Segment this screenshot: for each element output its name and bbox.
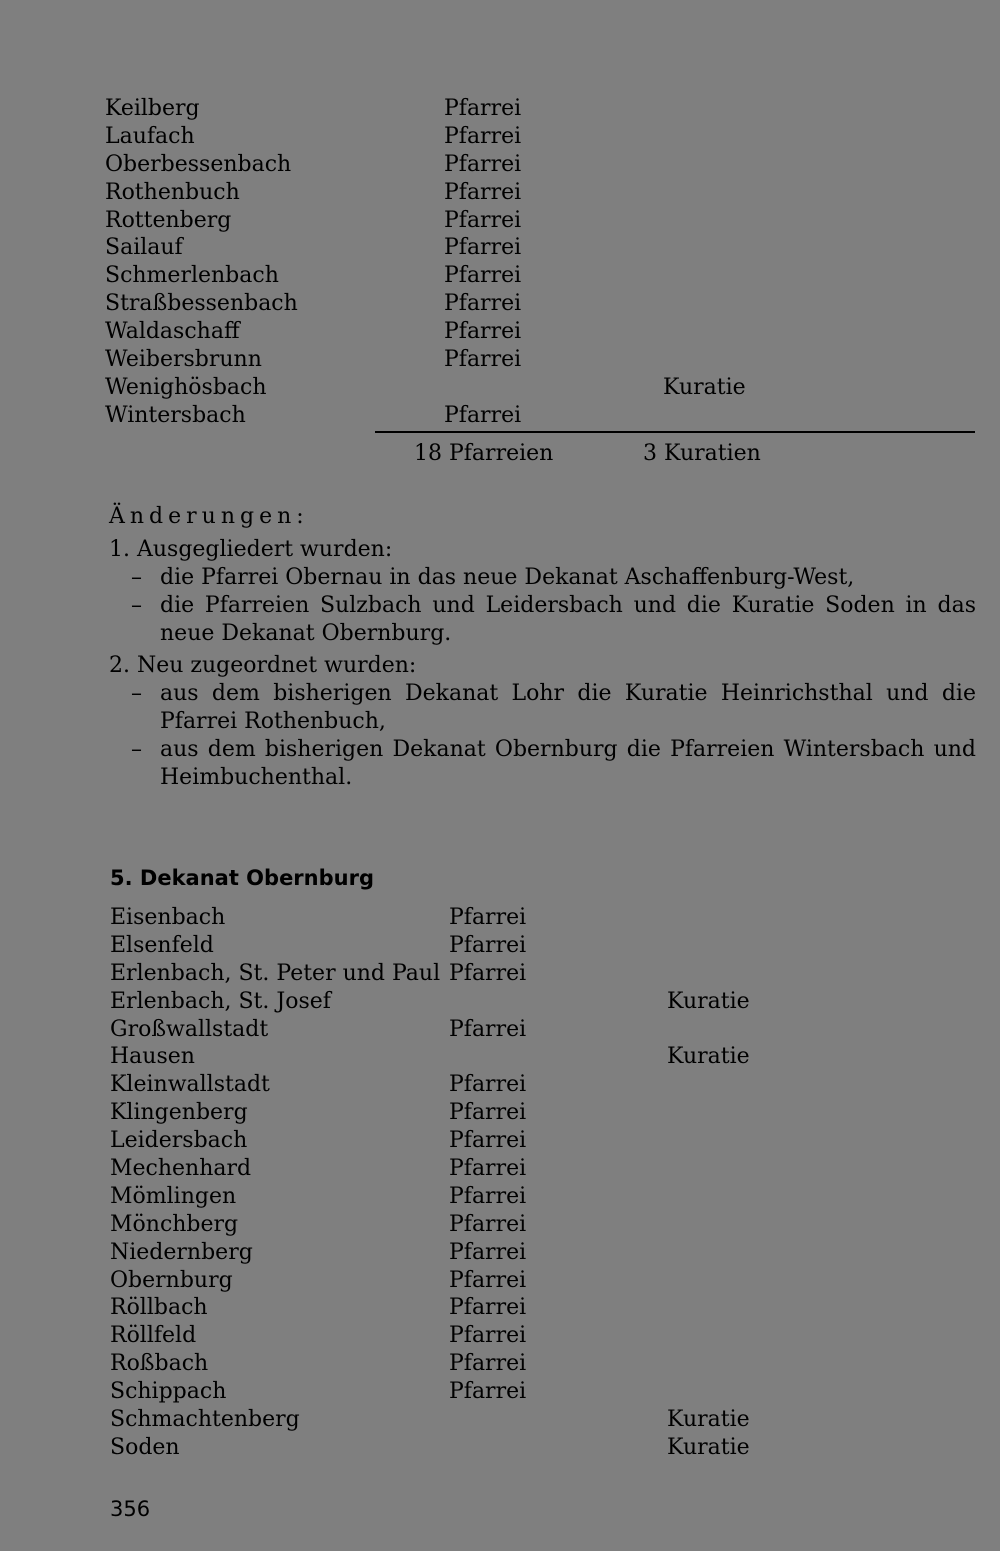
table-row <box>0 95 1000 123</box>
place-name: Sailauf <box>105 235 183 261</box>
place-name: Kleinwallstadt <box>110 1072 270 1098</box>
change-item: aus dem bisherigen Dekanat Lohr die Kuratie Heinrichsthal und die Pfarrei Rothenbuch, <box>160 681 976 735</box>
place-name: Obernburg <box>110 1267 233 1293</box>
table-row <box>0 1322 1000 1350</box>
dash-bullet: – <box>131 593 142 618</box>
change-point-2-label: 2. Neu zugeordnet wurden: <box>109 653 417 678</box>
total-pfarreien: 18 Pfarreien <box>414 441 554 466</box>
place-name: Weibersbrunn <box>105 347 262 373</box>
table-row <box>0 123 1000 151</box>
pfarrei-cell: Pfarrei <box>444 207 522 233</box>
place-name: Waldaschaff <box>105 319 240 345</box>
place-name: Klingenberg <box>110 1100 248 1126</box>
table-row <box>0 988 1000 1016</box>
change-item: aus dem bisherigen Dekanat Obernburg die Pfarreien Wintersbach und Heimbuchenthal. <box>160 737 976 791</box>
pfarrei-cell: Pfarrei <box>444 151 522 177</box>
table-row <box>0 1434 1000 1462</box>
place-name: Wintersbach <box>105 402 246 428</box>
pfarrei-cell: Pfarrei <box>444 319 522 345</box>
change-item: die Pfarrei Obernau in das neue Dekanat Aschaffenburg-West, <box>160 565 855 590</box>
pfarrei-cell: Pfarrei <box>449 960 527 986</box>
table-row <box>0 179 1000 207</box>
place-name: Erlenbach, St. Josef <box>110 988 331 1014</box>
sum-divider-line <box>375 431 975 433</box>
table-row <box>0 1294 1000 1322</box>
table-row <box>0 374 1000 402</box>
place-name: Schmachtenberg <box>110 1407 300 1433</box>
table-row <box>0 1267 1000 1295</box>
place-name: Röllbach <box>110 1295 208 1321</box>
parish-table-previous <box>0 95 1000 430</box>
place-name: Rothenbuch <box>105 179 240 205</box>
place-name: Mönchberg <box>110 1211 239 1237</box>
parish-table-obernburg <box>0 904 1000 1462</box>
place-name: Oberbessenbach <box>105 151 292 177</box>
table-row <box>0 318 1000 346</box>
table-row <box>0 1406 1000 1434</box>
place-name: Schippach <box>110 1379 227 1405</box>
pfarrei-cell: Pfarrei <box>444 291 522 317</box>
pfarrei-cell: Pfarrei <box>444 263 522 289</box>
pfarrei-cell: Pfarrei <box>444 235 522 261</box>
table-row <box>0 1099 1000 1127</box>
table-row <box>0 1155 1000 1183</box>
place-name: Erlenbach, St. Peter und Paul <box>110 960 441 986</box>
place-name: Leidersbach <box>110 1128 248 1154</box>
total-kuratien: 3 Kuratien <box>643 441 761 466</box>
kuratie-cell: Kuratie <box>667 988 750 1014</box>
pfarrei-cell: Pfarrei <box>449 1016 527 1042</box>
pfarrei-cell: Pfarrei <box>449 1072 527 1098</box>
kuratie-cell: Kuratie <box>667 1407 750 1433</box>
section-title: 5. Dekanat Obernburg <box>110 866 374 890</box>
table-row <box>0 1350 1000 1378</box>
place-name: Großwallstadt <box>110 1016 269 1042</box>
pfarrei-cell: Pfarrei <box>449 1156 527 1182</box>
place-name: Schmerlenbach <box>105 263 279 289</box>
pfarrei-cell: Pfarrei <box>449 905 527 930</box>
pfarrei-cell: Pfarrei <box>449 1239 527 1265</box>
pfarrei-cell: Pfarrei <box>444 402 522 428</box>
pfarrei-cell: Pfarrei <box>449 1323 527 1349</box>
table-row <box>0 1071 1000 1099</box>
dash-bullet: – <box>131 737 142 762</box>
table-row <box>0 1378 1000 1406</box>
table-row <box>0 262 1000 290</box>
pfarrei-cell: Pfarrei <box>449 1295 527 1321</box>
pfarrei-cell: Pfarrei <box>449 1211 527 1237</box>
place-name: Hausen <box>110 1044 195 1070</box>
pfarrei-cell: Pfarrei <box>444 179 522 205</box>
pfarrei-cell: Pfarrei <box>449 1379 527 1405</box>
place-name: Mömlingen <box>110 1183 237 1209</box>
table-row <box>0 234 1000 262</box>
pfarrei-cell: Pfarrei <box>444 347 522 373</box>
change-item: die Pfarreien Sulzbach und Leidersbach und die Kuratie Soden in das neue Dekanat Obernburg. <box>160 593 976 647</box>
table-row <box>0 1183 1000 1211</box>
place-name: Niedernberg <box>110 1239 253 1265</box>
kuratie-cell: Kuratie <box>667 1044 750 1070</box>
place-name: Straßbessenbach <box>105 291 298 317</box>
table-row <box>0 1211 1000 1239</box>
place-name: Soden <box>110 1434 180 1460</box>
pfarrei-cell: Pfarrei <box>444 96 522 121</box>
table-row <box>0 1016 1000 1044</box>
table-row <box>0 402 1000 430</box>
place-name: Elsenfeld <box>110 932 214 958</box>
place-name: Wenighösbach <box>105 374 267 400</box>
change-point-1-label: 1. Ausgegliedert wurden: <box>109 537 393 562</box>
table-row <box>0 151 1000 179</box>
place-name: Mechenhard <box>110 1156 252 1182</box>
table-row <box>0 904 1000 932</box>
table-row <box>0 1127 1000 1155</box>
table-row <box>0 346 1000 374</box>
pfarrei-cell: Pfarrei <box>449 1267 527 1293</box>
pfarrei-cell: Pfarrei <box>449 1351 527 1377</box>
place-name: Röllfeld <box>110 1323 197 1349</box>
pfarrei-cell: Pfarrei <box>444 123 522 149</box>
place-name: Eisenbach <box>110 905 226 930</box>
table-row <box>0 960 1000 988</box>
changes-heading: Änderungen: <box>109 504 309 529</box>
table-row <box>0 1239 1000 1267</box>
table-row <box>0 207 1000 235</box>
dash-bullet: – <box>131 565 142 590</box>
kuratie-cell: Kuratie <box>663 374 746 400</box>
place-name: Keilberg <box>105 96 200 121</box>
pfarrei-cell: Pfarrei <box>449 932 527 958</box>
kuratie-cell: Kuratie <box>667 1434 750 1460</box>
table-row <box>0 1043 1000 1071</box>
pfarrei-cell: Pfarrei <box>449 1183 527 1209</box>
place-name: Rottenberg <box>105 207 232 233</box>
table-row <box>0 932 1000 960</box>
place-name: Roßbach <box>110 1351 209 1377</box>
table-row <box>0 290 1000 318</box>
place-name: Laufach <box>105 123 195 149</box>
pfarrei-cell: Pfarrei <box>449 1128 527 1154</box>
pfarrei-cell: Pfarrei <box>449 1100 527 1126</box>
dash-bullet: – <box>131 681 142 706</box>
page-number: 356 <box>110 1497 151 1521</box>
